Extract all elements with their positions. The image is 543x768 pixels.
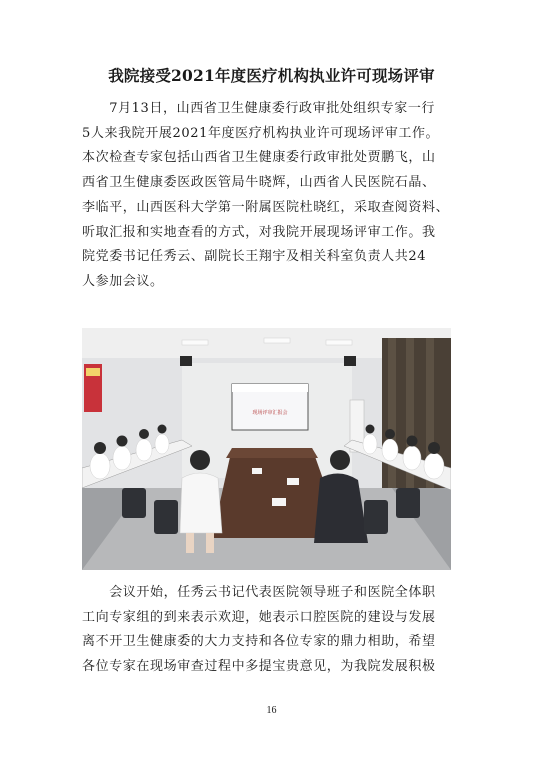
article-paragraph-2 [82, 581, 470, 680]
paragraph-line: 人参加会议。 [82, 273, 164, 289]
paragraph-line: 工向专家组的到来表示欢迎，她表示口腔医院的建设与发展 [82, 609, 436, 625]
paragraph-line: 5人来我院开展2021年度医疗机构执业许可现场评审工作。 [82, 125, 440, 141]
paragraph-line: 各位专家在现场审查过程中多提宝贵意见，为我院发展积极 [82, 659, 436, 675]
paragraph-line: 听取汇报和实地查看的方式，对我院开展现场评审工作。我 [82, 224, 436, 240]
paragraph-line: 李临平，山西医科大学第一附属医院杜晓红，采取查阅资料、 [82, 199, 450, 215]
article-title: 我院接受2021年度医疗机构执业许可现场评审 [108, 66, 435, 85]
screen-caption: 现场评审汇报会 [252, 410, 288, 416]
paragraph-line: 会议开始，任秀云书记代表医院领导班子和医院全体职 [82, 585, 436, 600]
paragraph-line: 院党委书记任秀云、副院长王翔宇及相关科室负责人共24 [82, 249, 427, 265]
paragraph-line: 离不开卫生健康委的大力支持和各位专家的鼎力相助，希望 [82, 634, 436, 650]
paragraph-line: 西省卫生健康委医政医管局牛晓辉，山西省人民医院石晶、 [82, 175, 436, 191]
article-paragraph-1 [82, 97, 470, 295]
paragraph-line: 本次检查专家包括山西省卫生健康委行政审批处贾鹏飞，山 [82, 150, 436, 166]
page-number: 16 [266, 705, 277, 716]
meeting-photo [82, 328, 451, 570]
paragraph-line: 7月13日，山西省卫生健康委行政审批处组织专家一行 [82, 101, 436, 116]
